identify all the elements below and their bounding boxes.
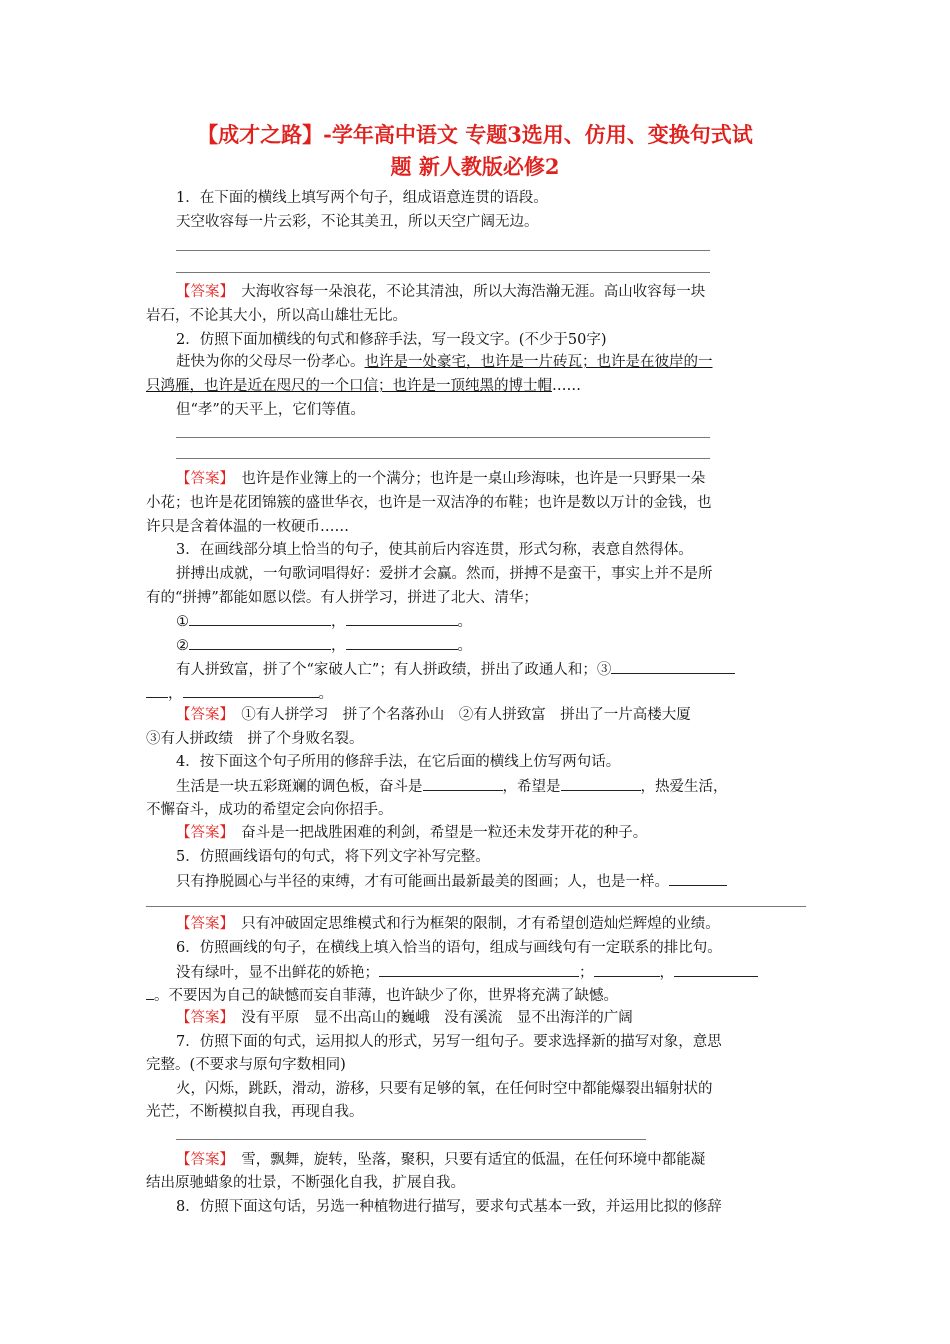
q2-answer-line2: 小花；也许是花团锦簇的盛世华衣，也许是一双洁净的布鞋；也许是数以万计的金钱，也 <box>146 495 712 511</box>
answer-tag: 【答案】 <box>176 1152 227 1168</box>
q6-text-line1: 没有绿叶，显不出鲜花的娇艳； ； ， <box>176 962 758 983</box>
fill-blank[interactable] <box>189 635 331 650</box>
q7-text-line2: 光芒，不断模拟自我，再现自我。 <box>146 1104 364 1120</box>
q4-answer: 【答案】 奋斗是一把战胜困难的利剑，希望是一粒还未发芽开花的种子。 <box>176 825 648 841</box>
answer-line[interactable] <box>176 458 710 459</box>
fill-blank[interactable] <box>346 611 458 626</box>
q3-text-line6: ， 。 <box>146 683 333 704</box>
fill-blank[interactable] <box>189 611 331 626</box>
q3-answer-line2: ③有人拼政绩 拼了个身败名裂。 <box>146 731 364 747</box>
q1-prompt: 1．在下面的横线上填写两个句子，组成语意连贯的语段。 <box>176 190 548 206</box>
q5-answer: 【答案】 只有冲破固定思维模式和行为框架的限制，才有希望创造灿烂辉煌的业绩。 <box>176 916 720 932</box>
q3-fill-line1: ① ， 。 <box>176 611 472 632</box>
q4-text-line2: 不懈奋斗，成功的希望定会向你招手。 <box>146 802 393 818</box>
fill-blank[interactable] <box>379 962 579 977</box>
q7-answer-line2: 结出原驰蜡象的壮景，不断强化自我，扩展自我。 <box>146 1175 465 1191</box>
fill-blank[interactable] <box>146 683 168 698</box>
answer-tag: 【答案】 <box>176 471 227 487</box>
answer-line[interactable] <box>176 250 710 251</box>
q2-prompt: 2．仿照下面加横线的句式和修辞手法，写一段文字。(不少于50字) <box>176 332 607 348</box>
q7-prompt-line2: 完整。(不要求与原句字数相同) <box>146 1057 346 1073</box>
answer-line[interactable] <box>146 906 806 907</box>
q3-answer-line1: 【答案】 ①有人拼学习 拼了个名落孙山 ②有人拼致富 拼出了一片高楼大厦 <box>176 707 691 723</box>
q4-text-line1: 生活是一块五彩斑斓的调色板，奋斗是 ，希望是 ，热爱生活， <box>176 776 728 797</box>
q3-text-line1: 拼搏出成就，一句歌词唱得好：爱拼才会赢。然而，拼搏不是蛮干，事实上并不是所 <box>176 566 713 582</box>
fill-blank[interactable] <box>594 962 660 977</box>
fill-blank[interactable] <box>674 962 758 977</box>
answer-tag: 【答案】 <box>176 707 227 723</box>
q6-answer: 【答案】 没有平原 显不出高山的巍峨 没有溪流 显不出海洋的广阔 <box>176 1010 633 1026</box>
fill-blank[interactable] <box>346 635 458 650</box>
answer-tag: 【答案】 <box>176 284 227 300</box>
answer-line[interactable] <box>176 1139 646 1140</box>
answer-line[interactable] <box>176 437 710 438</box>
q5-text-line1: 只有挣脱圆心与半径的束缚，才有可能画出最新最美的图画；人，也是一样。 <box>176 871 727 892</box>
q1-answer-line2: 岩石，不论其大小，所以高山雄壮无比。 <box>146 308 407 324</box>
fill-blank[interactable] <box>423 776 503 791</box>
fill-blank[interactable] <box>561 776 641 791</box>
q7-answer-line1: 【答案】 雪，飘舞，旋转，坠落，聚积，只要有适宜的低温，在任何环境中都能凝 <box>176 1152 706 1168</box>
q3-text-line2: 有的“拼搏”都能如愿以偿。有人拼学习，拼进了北大、清华； <box>146 590 538 606</box>
q2-text-line2: 只鸿雁，也许是近在咫尺的一个口信；也许是一顶纯黑的博士帽…… <box>146 378 581 394</box>
fill-blank[interactable] <box>669 871 727 886</box>
q5-prompt: 5．仿照画线语句的句式，将下列文字补写完整。 <box>176 849 490 865</box>
page-title-line1: 【成才之路】-学年高中语文 专题3选用、仿用、变换句式试 <box>197 122 753 147</box>
answer-tag: 【答案】 <box>176 916 227 932</box>
fill-blank[interactable] <box>183 683 319 698</box>
q2-text-line3: 但“孝”的天平上，它们等值。 <box>176 402 365 418</box>
q1-answer-line1: 【答案】 大海收容每一朵浪花，不论其清浊，所以大海浩瀚无涯。高山收容每一块 <box>176 284 706 300</box>
fill-blank[interactable] <box>611 659 735 674</box>
q2-answer-line1: 【答案】 也许是作业簿上的一个满分；也许是一桌山珍海味，也许是一只野果一朵 <box>176 471 706 487</box>
q6-text-line2: 。不要因为自己的缺憾而妄自菲薄，也许缺少了你，世界将充满了缺憾。 <box>146 985 618 1006</box>
page-title-line2: 题 新人教版必修2 <box>390 154 560 179</box>
q3-fill-line2: ② ， 。 <box>176 635 472 656</box>
q1-text: 天空收容每一片云彩，不论其美丑，所以天空广阔无边。 <box>176 214 539 230</box>
q2-text-line1: 赶快为你的父母尽一份孝心。也许是一处豪宅，也许是一片砖瓦；也许是在彼岸的一 <box>176 354 713 370</box>
q7-prompt-line1: 7．仿照下面的句式，运用拟人的形式，另写一组句子。要求选择新的描写对象，意思 <box>176 1034 722 1050</box>
q8-prompt: 8．仿照下面这句话，另选一种植物进行描写，要求句式基本一致，并运用比拟的修辞 <box>176 1199 722 1215</box>
q3-text-line5: 有人拼致富，拼了个“家破人亡”；有人拼政绩，拼出了政通人和；③ <box>176 659 735 680</box>
q7-text-line1: 火，闪烁，跳跃，滑动，游移，只要有足够的氧，在任何时空中都能爆裂出辐射状的 <box>176 1081 713 1097</box>
fill-blank[interactable] <box>146 985 154 1000</box>
q4-prompt: 4．按下面这个句子所用的修辞手法，在它后面的横线上仿写两句话。 <box>176 754 621 770</box>
q3-prompt: 3．在画线部分填上恰当的句子，使其前后内容连贯，形式匀称，表意自然得体。 <box>176 542 693 558</box>
answer-tag: 【答案】 <box>176 1010 227 1026</box>
answer-tag: 【答案】 <box>176 825 227 841</box>
q6-prompt: 6．仿照画线的句子，在横线上填入恰当的语句，组成与画线句有一定联系的排比句。 <box>176 940 722 956</box>
answer-line[interactable] <box>176 272 710 273</box>
q2-answer-line3: 许只是含着体温的一枚硬币…… <box>146 519 349 535</box>
